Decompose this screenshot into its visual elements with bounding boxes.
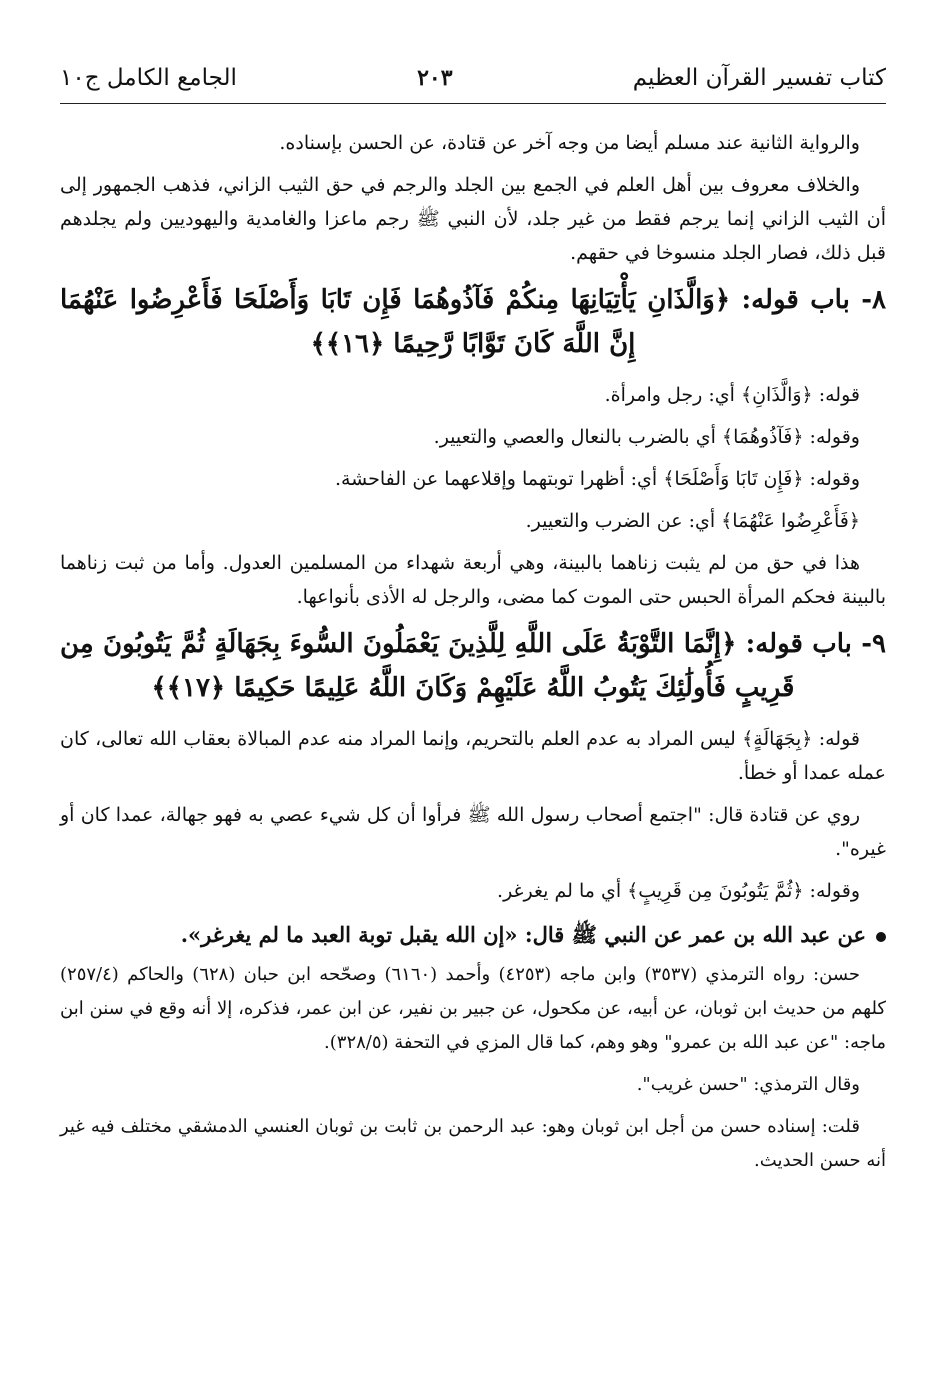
paragraph-alladhan: قوله: ﴿وَالَّذَانِ﴾ أي: رجل وامرأة. [604,384,860,406]
chapter-heading-8: ٨- باب قوله: ﴿وَالَّذَانِ يَأْتِيَانِهَا مِنكُمْ فَآذُوهُمَا فَإِن تَابَا وَأَصْلَحَا فَأَعْرِضُوا عَنْهُمَا إِنَّ اللَّهَ كَانَ تَوَّابًا رَّحِيمًا ﴿١٦﴾﴾ [60,285,886,359]
hadith-body: عن عبد الله بن عمر عن النبي ﷺ قال: «إن الله يقبل توبة العبد ما لم يغرغر». [180,922,866,947]
bullet-icon [876,932,886,942]
paragraph-fain-taba: وقوله: ﴿فَإِن تَابَا وَأَصْلَحَا﴾ أي: أظهرا توبتهما وإقلاعهما عن الفاحشة. [334,468,860,490]
chapter-heading-9: ٩- باب قوله: ﴿إِنَّمَا التَّوْبَةُ عَلَى اللَّهِ لِلَّذِينَ يَعْمَلُونَ السُّوءَ بِجَهَالَةٍ ثُمَّ يَتُوبُونَ مِن قَرِيبٍ فَأُولَٰئِكَ يَتُوبُ اللَّهُ عَلَيْهِمْ وَكَانَ اللَّهُ عَلِيمًا حَكِيمًا ﴿١٧﴾﴾ [60,629,886,703]
paragraph-qatada: روي عن قتادة قال: "اجتمع أصحاب رسول الله ﷺ فرأوا أن كل شيء عصي به فهو جهالة، عمدا كان أو غيره". [60,804,886,860]
tirmidhi-grade: وقال الترمذي: "حسن غريب". [636,1074,860,1095]
paragraph-thumma-yatubun: وقوله: ﴿ثُمَّ يَتُوبُونَ مِن قَرِيبٍ﴾ أي ما لم يغرغر. [497,880,860,902]
paragraph-riwaya: والرواية الثانية عند مسلم أيضا من وجه آخر عن قتادة، عن الحسن بإسناده. [279,132,860,154]
header-divider [60,103,886,104]
paragraph-khilaf: والخلاف معروف بين أهل العلم في الجمع بين الجلد والرجم في حق الثيب الزاني، فذهب الجمهور إلى أن الثيب الزاني إنما يرجم فقط من غير جلد، لأن النبي ﷺ رجم ماعزا والغامدية واليهوديين ولم يجلدهم قبل ذلك، فصار الجلد منسوخا في حقهم. [60,174,886,264]
paragraph-faadhuhuma: وقوله: ﴿فَآذُوهُمَا﴾ أي بالضرب بالنعال والعصي والتعيير. [433,426,860,448]
page-body [60,126,886,1186]
volume-label: الجامع الكامل ج١٠ [60,65,237,91]
paragraph-bayyina: هذا في حق من لم يثبت زناهما بالبينة، وهي أربعة شهداء من المسلمين العدول. وأما من ثبت زناهما بالبينة فحكم المرأة الحبس حتى الموت كما مضى، والرجل له الأذى بأنواعها. [60,552,886,608]
page-number: ٢٠٣ [417,65,453,91]
paragraph-bijahala: قوله: ﴿بِجَهَالَةٍ﴾ ليس المراد به عدم العلم بالتحريم، وإنما المراد منه عدم المبالاة بعقاب الله تعالى، كان عمله عمدا أو خطأ. [60,728,886,784]
author-comment: قلت: إسناده حسن من أجل ابن ثوبان وهو: عبد الرحمن بن ثابت بن ثوبان العنسي الدمشقي مختلف فيه غير أنه حسن الحديث. [60,1116,886,1171]
book-title: كتاب تفسير القرآن العظيم [632,65,886,91]
hadith-text [60,916,886,954]
takhrij-note: حسن: رواه الترمذي (٣٥٣٧) وابن ماجه (٤٢٥٣) وأحمد (٦١٦٠) وصحّحه ابن حبان (٦٢٨) والحاكم (٢٥٧/٤) كلهم من حديث ابن ثوبان، عن أبيه، عن مكحول، عن جبير بن نفير، عن ابن عمر، فذكره، إلا أنه وقع في سنن ابن ماجه: "عن عبد الله بن عمرو" وهو وهم، كما قال المزي في التحفة (٣٢٨/٥). [60,964,886,1053]
paragraph-faaridu: ﴿فَأَعْرِضُوا عَنْهُمَا﴾ أي: عن الضرب والتعيير. [525,510,860,532]
running-header [60,58,886,98]
